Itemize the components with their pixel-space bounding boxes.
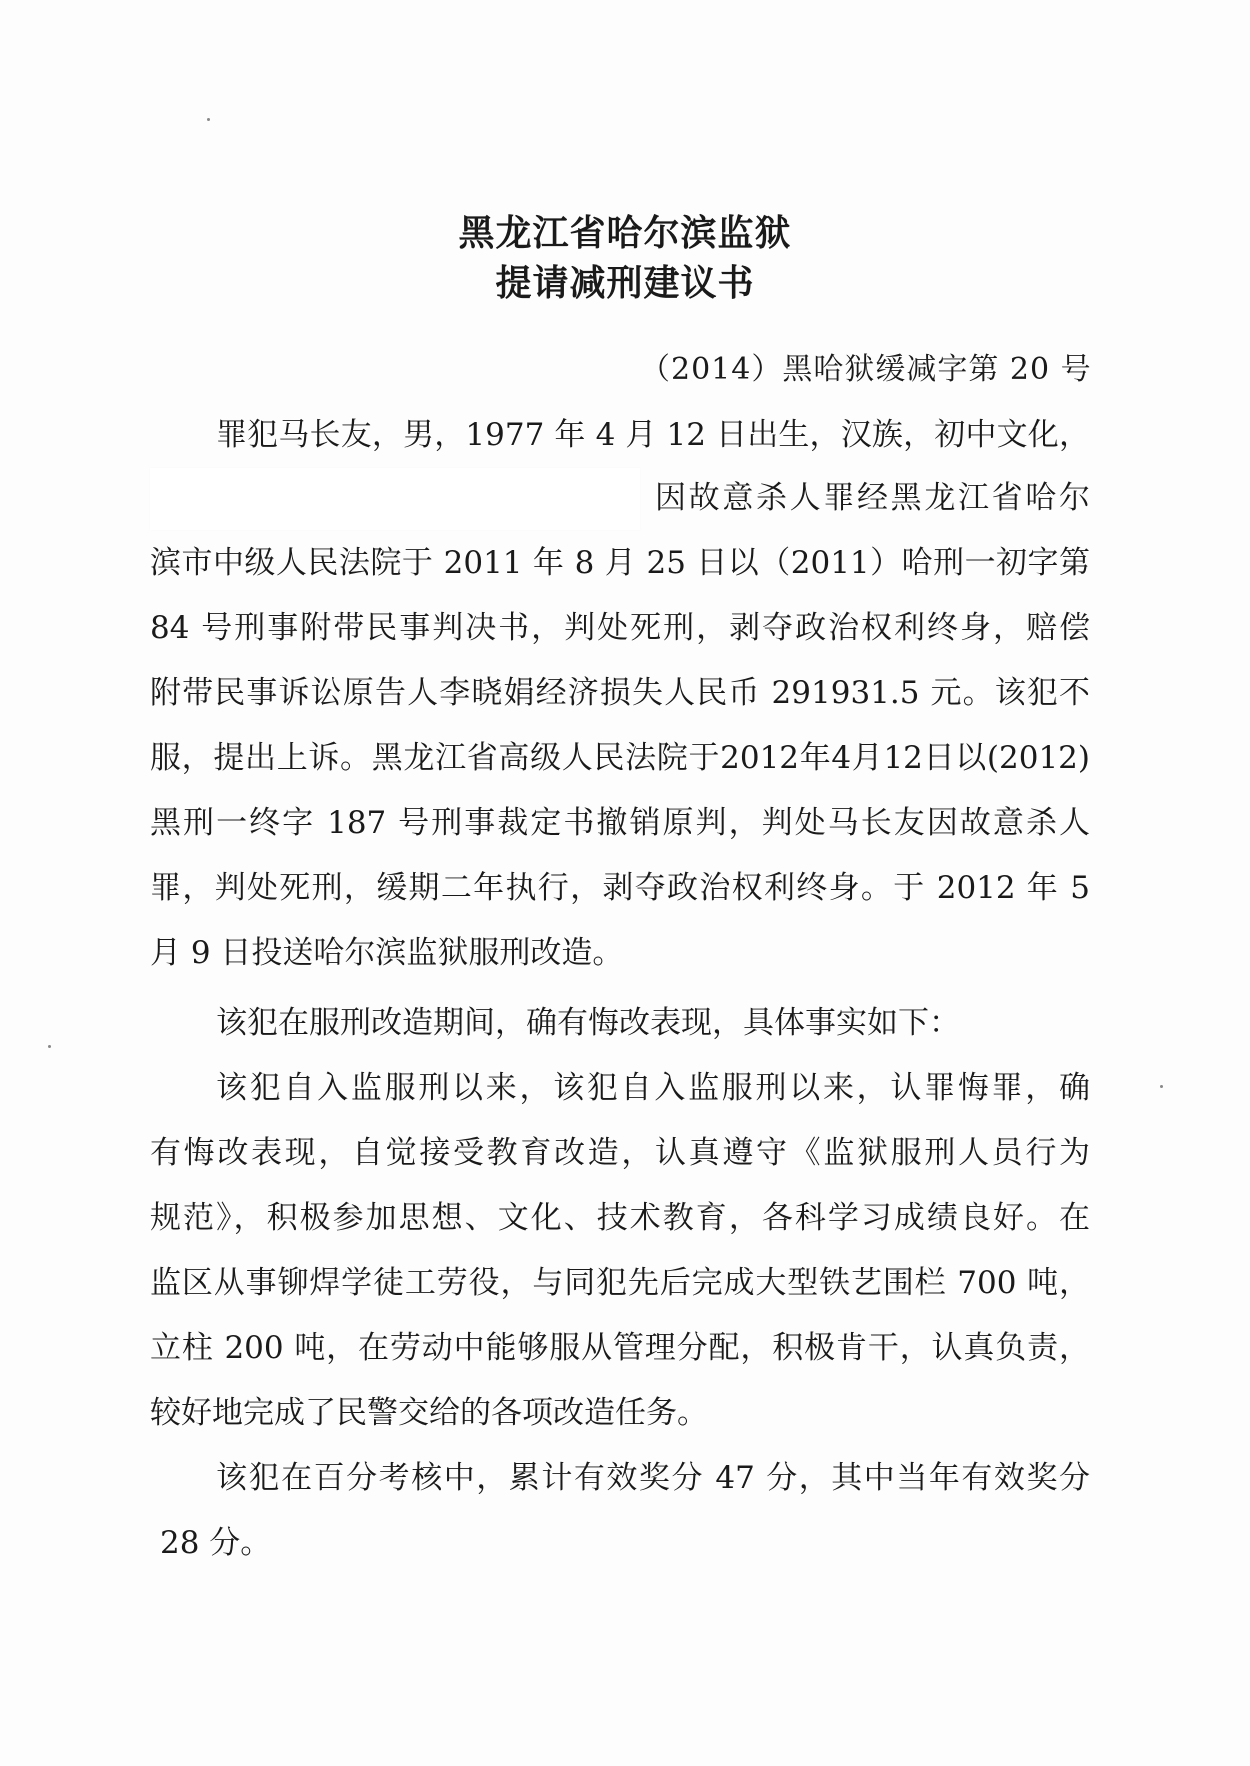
body-line: 服，提出上诉。黑龙江省高级人民法院于2012年4月12日以(2012) (150, 740, 1091, 776)
body-line: 黑刑一终字 187 号刑事裁定书撤销原判，判处马长友因故意杀人 (150, 805, 1090, 841)
body-line: 规范》，积极参加思想、文化、技术教育，各科学习成绩良好。在 (150, 1200, 1090, 1236)
body-line: 滨市中级人民法院于 2011 年 8 月 25 日以（2011）哈刑一初字第 (150, 545, 1090, 581)
redaction-block (150, 468, 640, 530)
document-title-org: 黑龙江省哈尔滨监狱 (458, 213, 792, 254)
scan-speck (207, 118, 210, 121)
scan-speck (1160, 1085, 1163, 1088)
body-line: 较好地完成了民警交给的各项改造任务。 (150, 1395, 708, 1431)
document-title-type: 提请减刑建议书 (495, 263, 755, 304)
body-line: 附带民事诉讼原告人李晓娟经济损失人民币 291931.5 元。该犯不 (150, 675, 1090, 711)
body-line: 立柱 200 吨，在劳动中能够服从管理分配，积极肯干，认真负责， (150, 1330, 1090, 1366)
body-line: 月 9 日投送哈尔滨监狱服刑改造。 (150, 935, 624, 971)
body-line: 该犯自入监服刑以来，该犯自入监服刑以来，认罪悔罪，确 (216, 1070, 1090, 1106)
body-line: 因故意杀人罪经黑龙江省哈尔 (655, 480, 1090, 516)
body-line: 84 号刑事附带民事判决书，判处死刑，剥夺政治权利终身，赔偿 (150, 610, 1090, 646)
body-line: 罪，判处死刑，缓期二年执行，剥夺政治权利终身。于 2012 年 5 (150, 870, 1090, 906)
body-line: 该犯在服刑改造期间，确有悔改表现，具体事实如下： (216, 1005, 960, 1041)
scan-speck (48, 1045, 51, 1048)
body-line: 监区从事铆焊学徒工劳役，与同犯先后完成大型铁艺围栏 700 吨， (150, 1265, 1090, 1301)
body-line: 有悔改表现，自觉接受教育改造，认真遵守《监狱服刑人员行为 (150, 1135, 1090, 1171)
document-number: （2014）黑哈狱缓减字第 20 号 (640, 352, 1092, 387)
body-line: 罪犯马长友，男，1977 年 4 月 12 日出生，汉族，初中文化， (216, 417, 1090, 453)
body-line: 该犯在百分考核中，累计有效奖分 47 分，其中当年有效奖分 (216, 1460, 1090, 1496)
body-line: 28 分。 (160, 1525, 272, 1561)
